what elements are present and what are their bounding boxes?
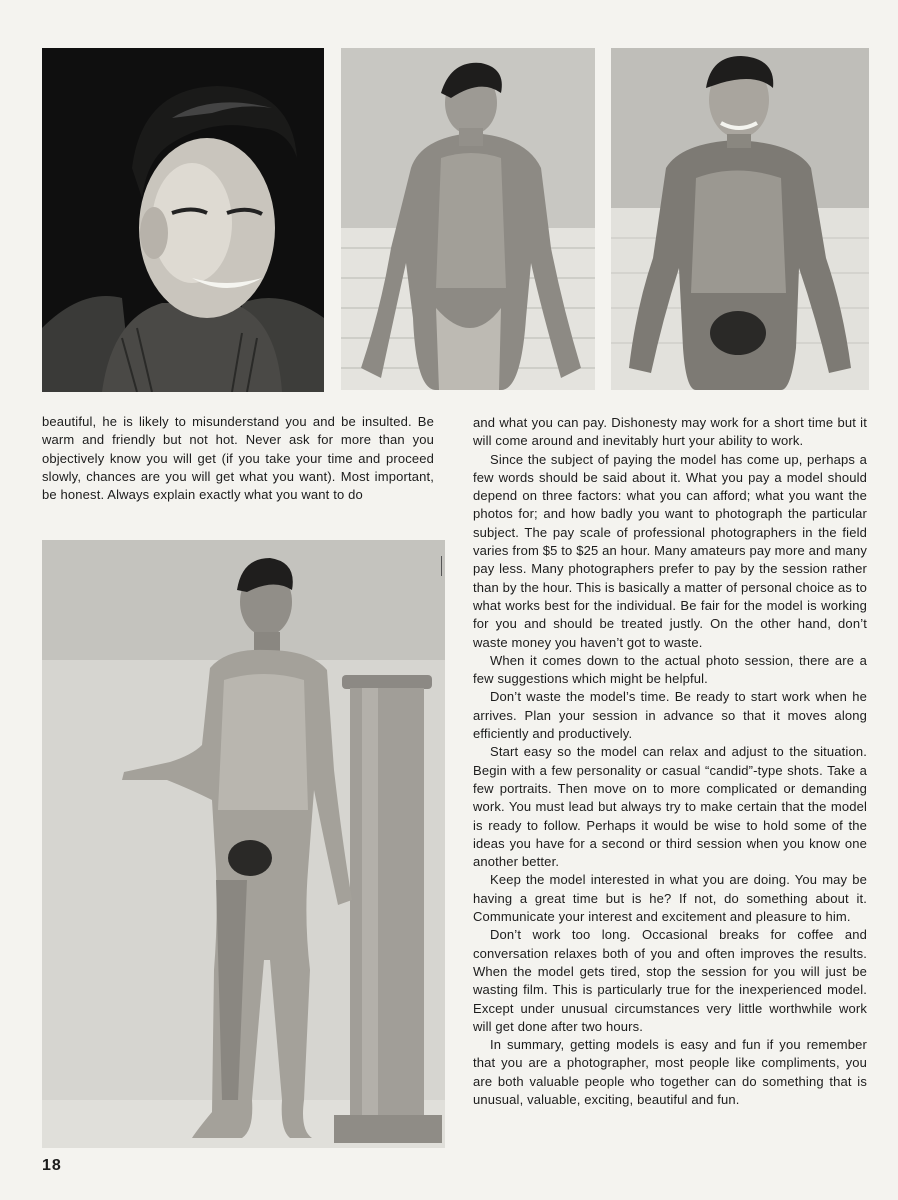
right-paragraph-1: and what you can pay. Dishonesty may work for a short time but it will come around and inevitably hurt your ability to work.	[473, 415, 867, 449]
right-paragraph-7: Don’t work too long. Occasional breaks for coffee and conversation relaxes both of you and often improves the results. When the model gets tired, stop the session for you will just be wasting film. This is particularly true for the inexperienced model. Except under unusual circumstances very little worthwhile work will get done after two hours.	[473, 927, 867, 1034]
right-text-column	[473, 414, 867, 1109]
right-paragraph-5: Start easy so the model can relax and adjust to the situation. Begin with a few personality or casual “candid”-type shots. Take a few portraits. Then move on to more complicated or demanding work. You must lead but always try to make certain that the model is ready to follow. Perhaps it would be wise to hold some of the ideas you have for a second or third session when you know one another better.	[473, 744, 867, 870]
back-pose-photo	[341, 48, 595, 390]
right-paragraph-6: Keep the model interested in what you are doing. You may be having a great time but is he? If not, do something about it. Communicate your interest and excitement and pleasure to him.	[473, 872, 867, 925]
right-paragraph-4: Don’t waste the model’s time. Be ready to start work when he arrives. Plan your session in advance so that it moves along efficiently and productively.	[473, 689, 867, 742]
front-pose-photo	[611, 48, 869, 390]
right-paragraph-3: When it comes down to the actual photo session, there are a few suggestions which might be helpful.	[473, 652, 867, 687]
right-paragraph-2: Since the subject of paying the model has come up, perhaps a few words should be said about it. What you pay a model should depend on three factors: what you can afford; what you want the photos for; and how badly you want to photograph the particular subject. The pay scale of professional photographers in the field varies from $5 to $25 an hour. Many amateurs pay more and many pay less. Many photographers prefer to pay by the session rather than by the hour. This is basically a matter of personal choice as to what works best for the individual. Be fair for the model is working for you and should be treated justly. On the other hand, don’t waste money you haven’t got to waste.	[473, 451, 867, 650]
portrait-photo	[42, 48, 324, 392]
margin-rule	[441, 556, 442, 576]
column-pose-photo	[42, 540, 445, 1148]
left-paragraph: beautiful, he is likely to misunderstand you and be insulted. Be warm and friendly but not hot. Never ask for more than you objectively know you will get (if you take your time and proceed slowly, chances are you will get what you want). Most important, be honest. Always explain exactly what you want to do	[42, 414, 434, 503]
right-paragraph-8: In summary, getting models is easy and fun if you remember that you are a photographer, most people like compliments, you are both valuable people who together can do something that is unusual, valuable, exciting, beautiful and fun.	[473, 1037, 867, 1107]
left-text-column	[42, 413, 434, 504]
page-number: 18	[42, 1157, 62, 1174]
